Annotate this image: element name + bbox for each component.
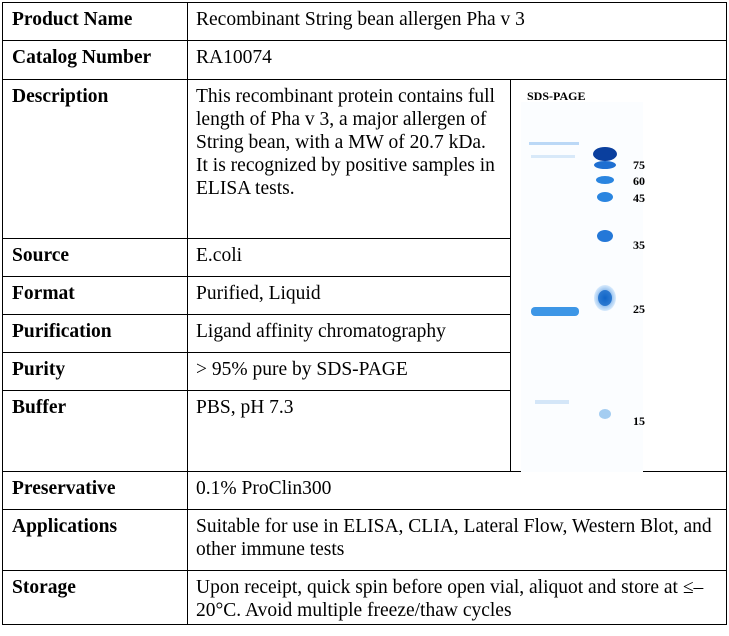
value-preservative: 0.1% ProClin300 [188,472,727,510]
label-product-name: Product Name [3,3,188,41]
label-preservative: Preservative [3,472,188,510]
label-format: Format [3,277,188,315]
mw-marker-75: 75 [633,158,645,172]
value-description: This recombinant protein contains full length of Pha v 3, a major allergen of String bean, with a MW of 20.7 kDa. It is recognized by positive samples in ELISA tests. [188,80,511,239]
value-buffer: PBS, pH 7.3 [188,391,511,472]
value-format: Purified, Liquid [188,277,511,315]
sds-page-panel [511,80,727,472]
mw-marker-60: 60 [633,174,645,188]
row-applications [3,510,727,571]
gel-title: SDS-PAGE [527,89,586,103]
row-description [3,80,727,239]
label-catalog-number: Catalog Number [3,41,188,80]
label-applications: Applications [3,510,188,571]
value-product-name: Recombinant String bean allergen Pha v 3 [188,3,727,41]
label-purification: Purification [3,315,188,353]
row-preservative [3,472,727,510]
row-catalog-number [3,41,727,80]
row-storage [3,571,727,625]
value-purification: Ligand affinity chromatography [188,315,511,353]
label-source: Source [3,239,188,277]
value-purity: > 95% pure by SDS-PAGE [188,353,511,391]
label-purity: Purity [3,353,188,391]
label-storage: Storage [3,571,188,625]
mw-marker-25: 25 [633,302,645,316]
product-spec-table [2,2,727,625]
label-description: Description [3,80,188,239]
value-storage: Upon receipt, quick spin before open vial, aliquot and store at ≤–20°C. Avoid multiple freeze/thaw cycles [188,571,727,625]
label-buffer: Buffer [3,391,188,472]
value-applications: Suitable for use in ELISA, CLIA, Lateral Flow, Western Blot, and other immune tests [188,510,727,571]
value-catalog-number: RA10074 [188,41,727,80]
mw-marker-35: 35 [633,238,645,252]
sds-page-gel-image [521,102,643,472]
mw-marker-45: 45 [633,191,645,205]
mw-marker-15: 15 [633,414,645,428]
row-product-name [3,3,727,41]
value-source: E.coli [188,239,511,277]
